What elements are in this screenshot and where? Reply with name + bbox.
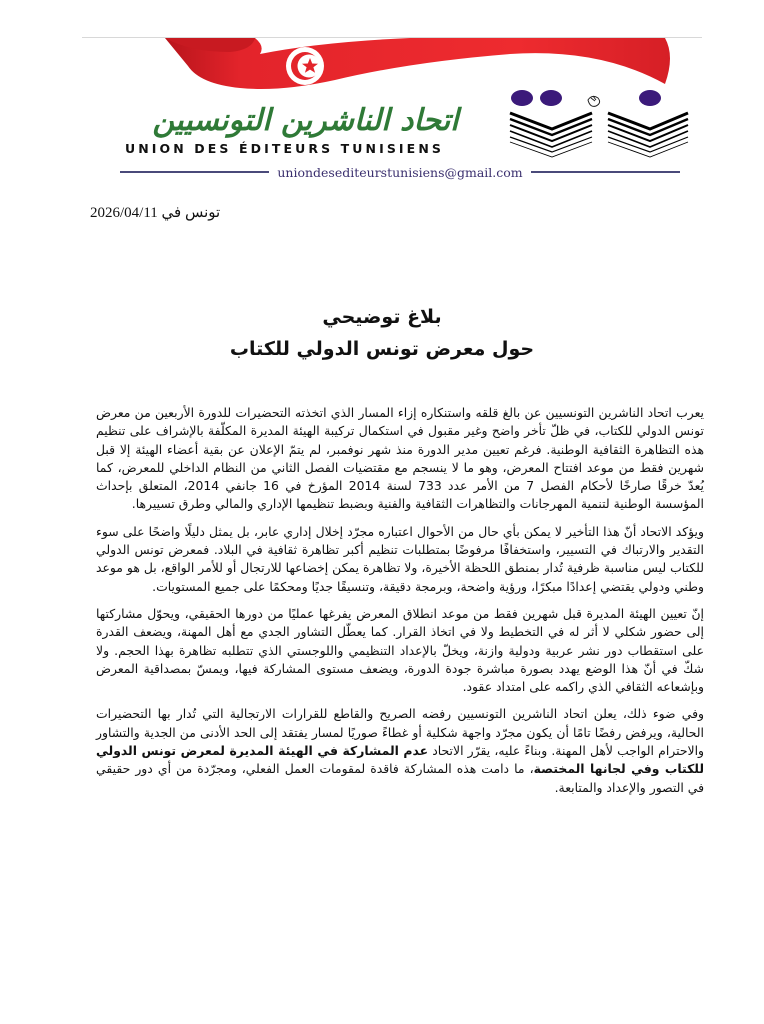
divider-line: [120, 171, 269, 173]
divider-line: [531, 171, 680, 173]
paragraph-4-text-b: ، ما دامت هذه المشاركة فاقدة لمقومات العمل الفعلي، ومجرّدة من أي دور حقيقي في التصور والإعداد والمتابعة.: [96, 761, 704, 795]
books-stack-logo-icon: [500, 86, 690, 158]
paragraph-3: إنّ تعيين الهيئة المديرة قبل شهرين فقط من موعد انطلاق المعرض يفرغها عمليًا من دورها الحقيقي، ويحوّل مشاركتها إلى حضور شكلي لا أثر له في التخطيط ولا في اتخاذ القرار. كما يعطّل التشاور الجدي مع أهل المهنة، ويضعف القدرة على استقطاب دور نشر عربية ودولية وازنة، ويخلّ بالإعداد التنظيمي واللوجستي الذي تتطلبه تظاهرة بهذا الحجم. ولا شكّ في أنّ هذا الوضع يهدد بصورة مباشرة جودة الدورة، ويضعف مستوى المشاركة فيها، ويمسّ بمصداقية المعرض وبإشعاعه الثقافي الذي راكمه على امتداد عقود.: [96, 605, 704, 695]
document-title: بلاغ توضيحي: [322, 306, 442, 328]
org-name-arabic: اتحاد الناشرين التونسيين: [152, 103, 459, 138]
date-line: تونس في 2026/04/11: [90, 205, 221, 221]
document-subtitle: حول معرض تونس الدولي للكتاب: [229, 338, 535, 360]
paragraph-4: [96, 705, 704, 796]
email-link[interactable]: uniondesediteurstunisiens@gmail.com: [277, 164, 523, 180]
paragraph-2: ويؤكد الاتحاد أنّ هذا التأخير لا يمكن بأي حال من الأحوال اعتباره مجرّد إخلال إداري عابر، بل يمثل دليلًا واضحًا على سوء التقدير والارتباك في التسيير، واستخفافًا مرفوضًا بمتطلبات تنظيم أكبر تظاهرة ثقافية في البلاد. فمعرض تونس الدولي للكتاب ليس مناسبة ظرفية تُدار بمنطق اللحظة الأخيرة، ولا تظاهرة يمكن إخضاعها للارتجال أو للأمر الواقع، بل هو موعد وطني ودولي يقتضي إعدادًا مبكرًا، ورؤية واضحة، وبرمجة دقيقة، وتنسيقًا جديًا ومحكمًا على جميع المستويات.: [96, 523, 704, 594]
letterhead: [0, 0, 764, 190]
paragraph-4-text-a: وفي ضوء ذلك، يعلن اتحاد الناشرين التونسيين رفضه الصريح والقاطع للقرارات الارتجالية التي تُدار بها التحضيرات الحالية، ويرفض رفضًا تامًا أن يكون مجرّد واجهة شكلية أو غطاءً صوريًا لمسار يفتقد إلى الحد الأدنى من الجدية والتشاور والاحترام الواجب لأهل المهنة. وبناءً عليه، يقرّر الاتحاد: [96, 706, 704, 759]
paragraph-1: يعرب اتحاد الناشرين التونسيين عن بالغ قلقه واستنكاره إزاء المسار الذي اتخذته التحضيرات للدورة الأربعين من معرض تونس الدولي للكتاب، في ظلّ تأخر واضح وغير مقبول في استكمال تركيبة الهيئة المديرة المكلّفة بالإشراف على تنظيم هذه التظاهرة الثقافية الوطنية. فرغم تعيين مدير الدورة منذ شهر نوفمبر، لم يتمّ الإعلان عن بقية أعضاء الهيئة إلا قبل شهرين فقط من موعد افتتاح المعرض، وهو ما لا ينسجم مع مقتضيات الفصل الثاني من النظام الداخلي للمعرض، كما يُعدّ خرقًا صارخًا لأحكام الفصل 7 من الأمر عدد 733 لسنة 2014 المؤرخ في 16 جانفي 2014، المتعلق بإحداث المؤسسة الوطنية لتنمية المهرجانات والتظاهرات الثقافية والفنية وبضبط تنظيمها الإداري والمالي وطرق تسييرها.: [96, 405, 705, 512]
email-row: [120, 162, 680, 182]
org-name-french: UNION DES ÉDITEURS TUNISIENS: [125, 141, 444, 156]
statement-body: [96, 404, 704, 806]
paragraph-4-bold-decision: عدم المشاركة في الهيئة المديرة لمعرض تونس الدولي للكتاب وفي لجانها المختصة: [96, 743, 705, 777]
